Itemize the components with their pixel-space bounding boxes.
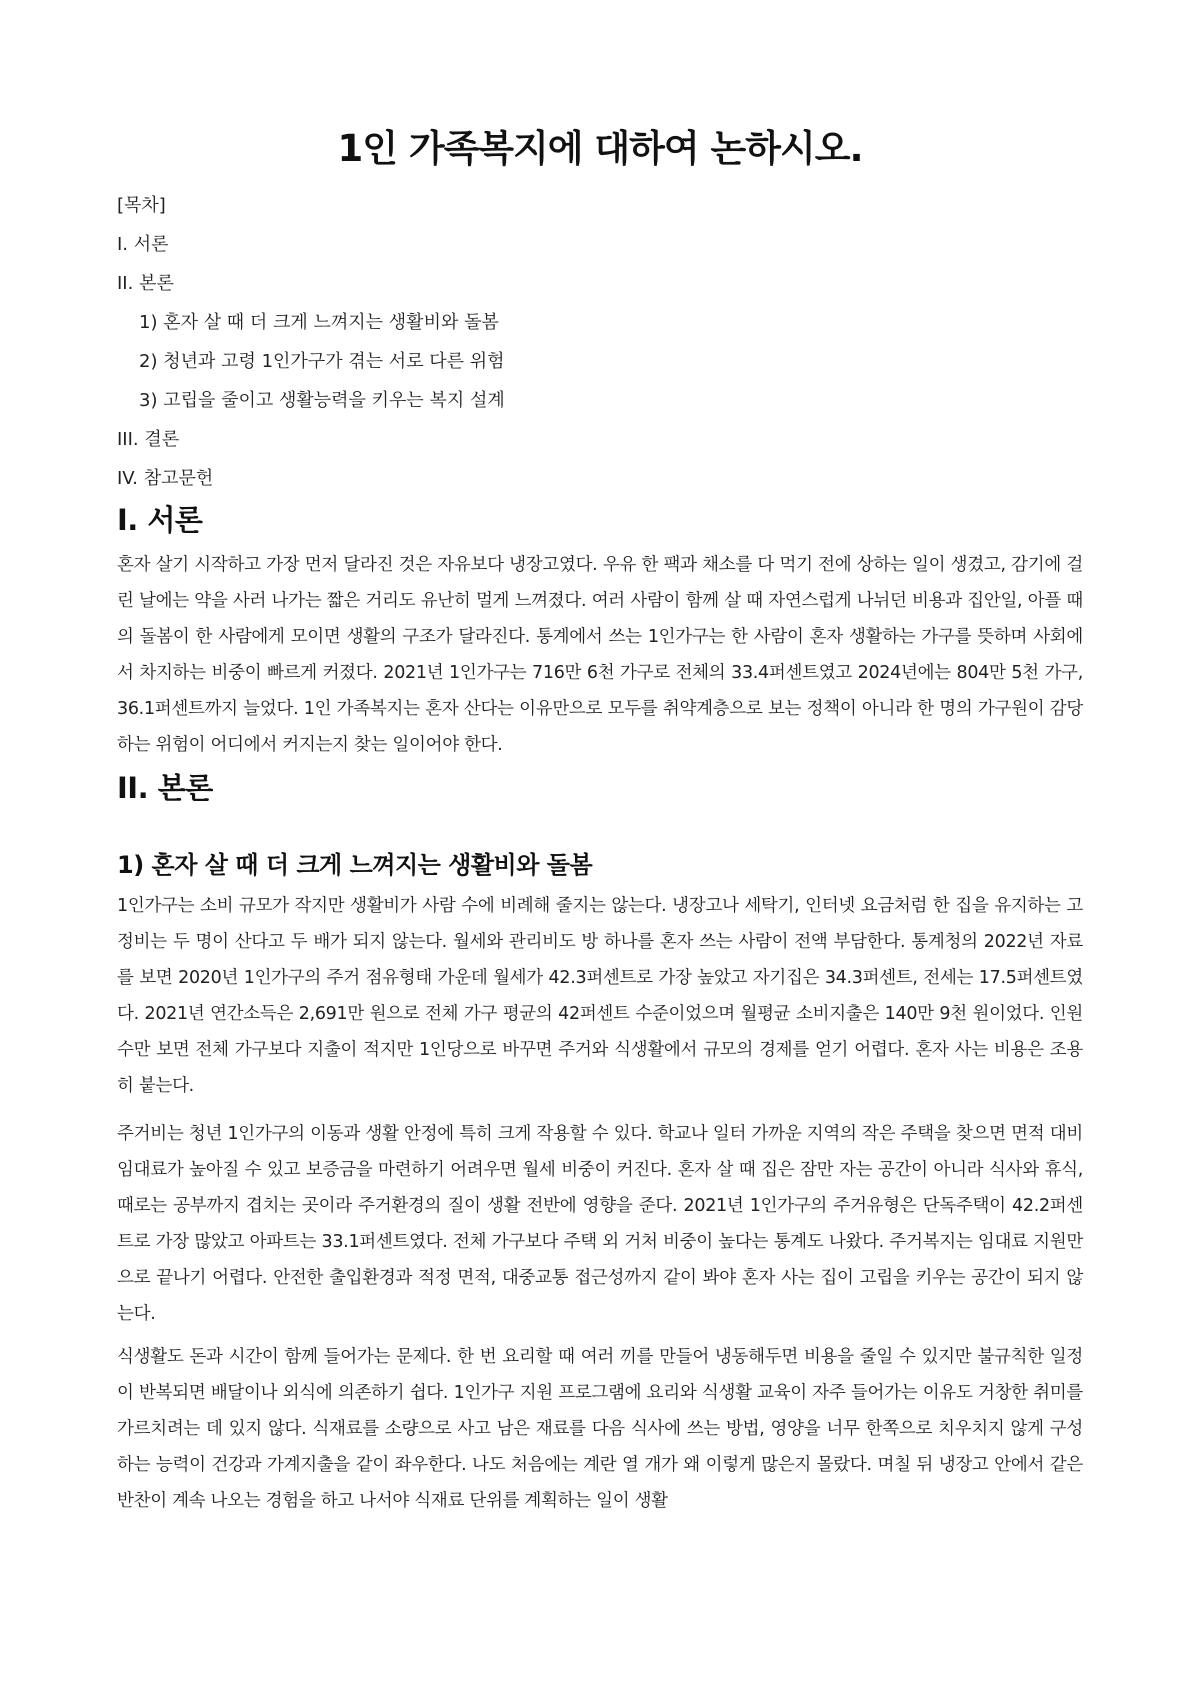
toc-item-body-1: 1) 혼자 살 때 더 크게 느껴지는 생활비와 돌봄 — [139, 312, 499, 333]
intro-paragraph: 혼자 살기 시작하고 가장 먼저 달라진 것은 자유보다 냉장고였다. 우유 한 팩과 채소를 다 먹기 전에 상하는 일이 생겼고, 감기에 걸린 날에는 약을 사러 나가는 짧은 거리도 유난히 멀게 느껴졌다. 여러 사람이 함께 살 때 자연스럽게 나뉘던 비용과 집안일, 아플 때의 돌봄이 한 사람에게 모이면 생활의 구조가 달라진다. 통계에서 쓰는 1인가구는 한 사람이 혼자 생활하는 가구를 뜻하며 사회에서 차지하는 비중이 빠르게 커졌다. 2021년 1인가구는 716만 6천 가구로 전체의 33.4퍼센트였고 2024년에는 804만 5천 가구, 36.1퍼센트까지 늘었다. 1인 가족복지는 혼자 산다는 이유만으로 모두를 취약계층으로 보는 정책이 아니라 한 명의 가구원이 감당하는 위험이 어디에서 커지는지 찾는 일이어야 한다. — [117, 555, 1083, 755]
section-heading-intro: I. 서론 — [117, 503, 203, 537]
toc-item-intro: I. 서론 — [117, 234, 169, 255]
toc-item-body-2: 2) 청년과 고령 1인가구가 겪는 서로 다른 위험 — [139, 351, 505, 372]
toc-item-conclusion: III. 결론 — [117, 429, 180, 450]
toc-item-body-3: 3) 고립을 줄이고 생활능력을 키우는 복지 설계 — [139, 390, 505, 411]
toc-item-references: IV. 참고문헌 — [117, 468, 214, 489]
toc-heading: [목차] — [117, 195, 166, 216]
body-paragraph-1: 1인가구는 소비 규모가 작지만 생활비가 사람 수에 비례해 줄지는 않는다. 냉장고나 세탁기, 인터넷 요금처럼 한 집을 유지하는 고정비는 두 명이 산다고 두 배가 되지 않는다. 월세와 관리비도 방 하나를 혼자 쓰는 사람이 전액 부담한다. 통계청의 2022년 자료를 보면 2020년 1인가구의 주거 점유형태 가운데 월세가 42.3퍼센트로 가장 높았고 자기집은 34.3퍼센트, 전세는 17.5퍼센트였다. 2021년 연간소득은 2,691만 원으로 전체 가구 평균의 42퍼센트 수준이었으며 월평균 소비지출은 140만 9천 원이었다. 인원 수만 보면 전체 가구보다 지출이 적지만 1인당으로 바꾸면 주거와 식생활에서 규모의 경제를 얻기 어렵다. 혼자 사는 비용은 조용히 붙는다. — [117, 896, 1083, 1096]
section-heading-body: II. 본론 — [117, 771, 213, 805]
subsection-heading-1: 1) 혼자 살 때 더 크게 느껴지는 생활비와 돌봄 — [117, 851, 593, 879]
body-paragraph-3: 식생활도 돈과 시간이 함께 들어가는 문제다. 한 번 요리할 때 여러 끼를 만들어 냉동해두면 비용을 줄일 수 있지만 불규칙한 일정이 반복되면 배달이나 외식에 의존하기 쉽다. 1인가구 지원 프로그램에 요리와 식생활 교육이 자주 들어가는 이유도 거창한 취미를 가르치려는 데 있지 않다. 식재료를 소량으로 사고 남은 재료를 다음 식사에 쓰는 방법, 영양을 너무 한쪽으로 치우치지 않게 구성하는 능력이 건강과 가계지출을 같이 좌우한다. 나도 처음에는 계란 열 개가 왜 이렇게 많은지 몰랐다. 며칠 뒤 냉장고 안에서 같은 반찬이 계속 나오는 경험을 하고 나서야 식재료 단위를 계획하는 일이 생활 — [117, 1347, 1083, 1511]
toc-item-body: II. 본론 — [117, 273, 174, 294]
document-title: 1인 가족복지에 대하여 논하시오. — [337, 127, 863, 170]
body-paragraph-2: 주거비는 청년 1인가구의 이동과 생활 안정에 특히 크게 작용할 수 있다. 학교나 일터 가까운 지역의 작은 주택을 찾으면 면적 대비 임대료가 높아질 수 있고 보증금을 마련하기 어려우면 월세 비중이 커진다. 혼자 살 때 집은 잠만 자는 공간이 아니라 식사와 휴식, 때로는 공부까지 겹치는 곳이라 주거환경의 질이 생활 전반에 영향을 준다. 2021년 1인가구의 주거유형은 단독주택이 42.2퍼센트로 가장 많았고 아파트는 33.1퍼센트였다. 전체 가구보다 주택 외 거처 비중이 높다는 통계도 나왔다. 주거복지는 임대료 지원만으로 끝나기 어렵다. 안전한 출입환경과 적정 면적, 대중교통 접근성까지 같이 봐야 혼자 사는 집이 고립을 키우는 공간이 되지 않는다. — [117, 1124, 1083, 1324]
table-of-contents — [117, 191, 1083, 503]
